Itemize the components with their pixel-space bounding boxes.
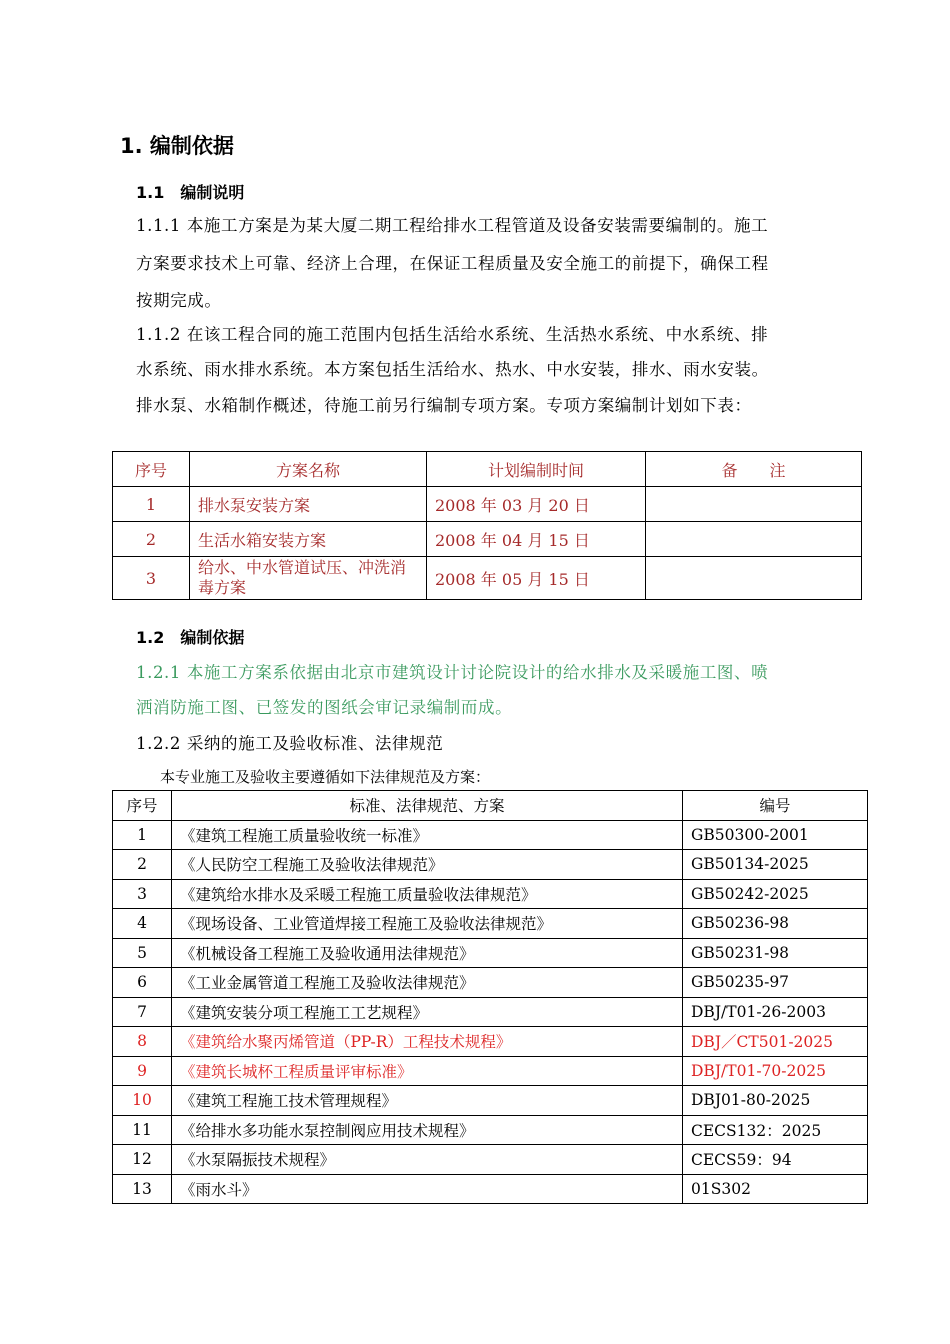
table-cell: GB50231-98 — [683, 938, 868, 968]
table-cell: 11 — [113, 1115, 172, 1145]
table-cell: 6 — [113, 968, 172, 998]
table-row — [113, 850, 868, 880]
table-cell: CECS59：94 — [683, 1145, 868, 1175]
table-row — [113, 1027, 868, 1057]
table-cell: 9 — [113, 1056, 172, 1086]
paragraph-line: 1.1.2 在该工程合同的施工范围内包括生活给水系统、生活热水系统、中水系统、排 — [136, 325, 769, 344]
table-cell: 《人民防空工程施工及验收法律规范》 — [172, 850, 683, 880]
table-row — [113, 557, 862, 600]
table-row — [113, 909, 868, 939]
table-cell: 2008 年 04 月 15 日 — [427, 522, 646, 557]
table-cell: 《雨水斗》 — [172, 1174, 683, 1204]
table-cell — [646, 487, 862, 522]
table-cell: DBJ／CT501-2025 — [683, 1027, 868, 1057]
paragraph-line: 1.2.1 本施工方案系依据由北京市建筑设计讨论院设计的给水排水及采暖施工图、喷 — [136, 663, 769, 682]
table-header: 序号 — [113, 452, 190, 487]
table-cell: DBJ01-80-2025 — [683, 1086, 868, 1116]
table-cell: DBJ/T01-26-2003 — [683, 997, 868, 1027]
table-header-row — [113, 791, 868, 821]
table-cell: 2 — [113, 850, 172, 880]
subsection-title-1-1: 1.1 编制说明 — [136, 183, 245, 202]
table-cell: 01S302 — [683, 1174, 868, 1204]
paragraph-line: 洒消防施工图、已签发的图纸会审记录编制而成。 — [136, 698, 513, 717]
table-row — [113, 879, 868, 909]
section-heading: 1. 编制依据 — [120, 134, 234, 158]
table-row — [113, 997, 868, 1027]
table-cell: 1 — [113, 487, 190, 522]
table-cell: GB50235-97 — [683, 968, 868, 998]
table-cell: 2008 年 05 月 15 日 — [427, 557, 646, 600]
table-row — [113, 487, 862, 522]
table-cell: 3 — [113, 557, 190, 600]
paragraph-line: 排水泵、水箱制作概述，待施工前另行编制专项方案。专项方案编制计划如下表： — [136, 396, 752, 415]
table-row — [113, 522, 862, 557]
table-header: 序号 — [113, 791, 172, 821]
paragraph-line: 方案要求技术上可靠、经济上合理，在保证工程质量及安全施工的前提下，确保工程 — [136, 254, 769, 273]
table-cell: GB50300-2001 — [683, 820, 868, 850]
table-row — [113, 820, 868, 850]
table-cell: 生活水箱安装方案 — [190, 522, 427, 557]
subsection-title-1-2: 1.2 编制依据 — [136, 628, 245, 647]
paragraph-line: 1.2.2 采纳的施工及验收标准、法律规范 — [136, 734, 444, 753]
table-cell: GB50242-2025 — [683, 879, 868, 909]
table-cell: 《建筑工程施工质量验收统一标准》 — [172, 820, 683, 850]
table-row — [113, 1056, 868, 1086]
table-cell: 2008 年 03 月 20 日 — [427, 487, 646, 522]
table-cell: 《建筑给水聚丙烯管道（PP-R）工程技术规程》 — [172, 1027, 683, 1057]
table-cell: 《工业金属管道工程施工及验收法律规范》 — [172, 968, 683, 998]
table-cell: 《建筑工程施工技术管理规程》 — [172, 1086, 683, 1116]
table-cell: 2 — [113, 522, 190, 557]
table-cell: 《建筑安装分项工程施工工艺规程》 — [172, 997, 683, 1027]
table-cell: 给水、中水管道试压、冲洗消毒方案 — [190, 557, 427, 600]
table-cell: 5 — [113, 938, 172, 968]
table-cell: 《建筑长城杯工程质量评审标准》 — [172, 1056, 683, 1086]
table-intro: 本专业施工及验收主要遵循如下法律规范及方案： — [160, 768, 491, 786]
table-cell: 7 — [113, 997, 172, 1027]
table-header: 计划编制时间 — [427, 452, 646, 487]
table-row — [113, 968, 868, 998]
table-cell: 《水泵隔振技术规程》 — [172, 1145, 683, 1175]
table-header: 编号 — [683, 791, 868, 821]
plan-table — [112, 451, 862, 600]
table-row — [113, 1086, 868, 1116]
paragraph-line: 按期完成。 — [136, 291, 222, 310]
table-cell: GB50236-98 — [683, 909, 868, 939]
table-cell: DBJ/T01-70-2025 — [683, 1056, 868, 1086]
table-cell: 8 — [113, 1027, 172, 1057]
paragraph-line: 水系统、雨水排水系统。本方案包括生活给水、热水、中水安装，排水、雨水安装。 — [136, 360, 769, 379]
table-header: 备 注 — [646, 452, 862, 487]
table-row — [113, 1145, 868, 1175]
table-cell — [646, 557, 862, 600]
table-cell: 4 — [113, 909, 172, 939]
table-cell: 12 — [113, 1145, 172, 1175]
table-cell: 《建筑给水排水及采暖工程施工质量验收法律规范》 — [172, 879, 683, 909]
table-header: 标准、法律规范、方案 — [172, 791, 683, 821]
table-cell: 3 — [113, 879, 172, 909]
paragraph-line: 1.1.1 本施工方案是为某大厦二期工程给排水工程管道及设备安装需要编制的。施工 — [136, 216, 769, 235]
table-cell: 《机械设备工程施工及验收通用法律规范》 — [172, 938, 683, 968]
table-cell — [646, 522, 862, 557]
table-cell: GB50134-2025 — [683, 850, 868, 880]
table-header: 方案名称 — [190, 452, 427, 487]
table-row — [113, 1115, 868, 1145]
table-cell: 《给排水多功能水泵控制阀应用技术规程》 — [172, 1115, 683, 1145]
table-row — [113, 938, 868, 968]
table-cell: CECS132：2025 — [683, 1115, 868, 1145]
standards-table — [112, 790, 868, 1204]
table-cell: 《现场设备、工业管道焊接工程施工及验收法律规范》 — [172, 909, 683, 939]
table-cell: 排水泵安装方案 — [190, 487, 427, 522]
table-row — [113, 1174, 868, 1204]
table-header-row — [113, 452, 862, 487]
table-cell: 1 — [113, 820, 172, 850]
table-cell: 10 — [113, 1086, 172, 1116]
table-cell: 13 — [113, 1174, 172, 1204]
